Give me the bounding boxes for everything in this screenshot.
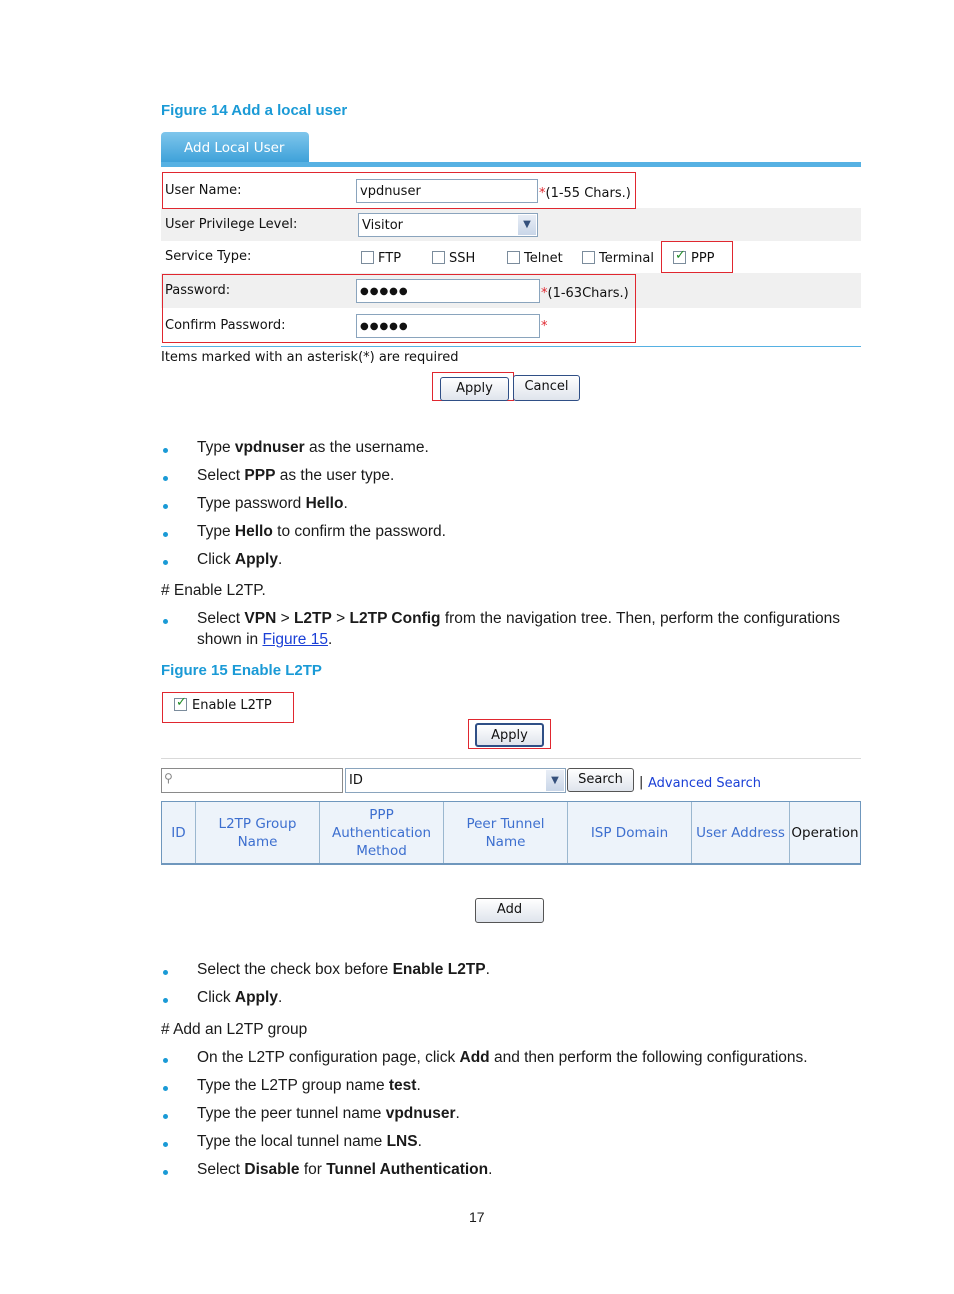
column-id[interactable]: ID <box>162 802 196 863</box>
column-ppp-auth[interactable]: PPP Authentication Method <box>320 802 444 863</box>
password-label: Password: <box>165 283 231 298</box>
search-button[interactable]: Search <box>567 768 634 792</box>
search-divider <box>161 758 861 759</box>
password-hint-text: (1-63Chars.) <box>547 286 629 301</box>
ftp-checkbox[interactable] <box>361 251 374 264</box>
password-hint: *(1-63Chars.) <box>541 286 629 301</box>
form-divider <box>161 346 861 347</box>
list-item: Type vpdnuser as the username. <box>197 439 429 456</box>
terminal-label: Terminal <box>599 251 654 266</box>
enable-l2tp-label: Enable L2TP <box>192 698 272 713</box>
highlight-passwords <box>162 274 636 343</box>
ssh-label: SSH <box>449 251 476 266</box>
bullet-dot <box>163 619 168 624</box>
list-item: Type Hello to confirm the password. <box>197 523 446 540</box>
tab-underline <box>161 162 861 167</box>
cancel-button[interactable]: Cancel <box>513 375 580 401</box>
bullet-dot <box>163 1142 168 1147</box>
list-item: Type the local tunnel name LNS. <box>197 1133 422 1150</box>
user-name-hint-text: (1-55 Chars.) <box>545 186 631 201</box>
figure-15-caption: Figure 15 Enable L2TP <box>161 662 322 679</box>
search-input[interactable] <box>161 768 343 793</box>
add-button[interactable]: Add <box>475 898 544 923</box>
privilege-value: Visitor <box>362 218 403 233</box>
service-type-label: Service Type: <box>165 249 252 264</box>
bullet-dot <box>163 476 168 481</box>
confirm-password-hint: * <box>541 319 548 334</box>
tab-add-local-user[interactable]: Add Local User <box>161 132 309 164</box>
list-item: Type the peer tunnel name vpdnuser. <box>197 1105 460 1122</box>
advanced-search-link[interactable]: Advanced Search <box>648 776 762 791</box>
terminal-checkbox[interactable] <box>582 251 595 264</box>
column-user-address[interactable]: User Address <box>692 802 790 863</box>
apply-l2tp-button[interactable]: Apply <box>475 723 544 747</box>
page-number: 17 <box>469 1209 485 1225</box>
list-item: On the L2TP configuration page, click Add and then perform the following configurations. <box>197 1049 808 1066</box>
confirm-password-input[interactable]: ●●●●● <box>356 314 540 338</box>
bullet-dot <box>163 1170 168 1175</box>
column-peer-tunnel[interactable]: Peer Tunnel Name <box>444 802 568 863</box>
list-item: Click Apply. <box>197 989 283 1006</box>
bullet-dot <box>163 560 168 565</box>
highlight-ppp <box>661 241 733 273</box>
bullet-dot <box>163 998 168 1003</box>
bullet-dot <box>163 970 168 975</box>
chevron-down-icon[interactable]: ▼ <box>518 215 536 235</box>
password-input[interactable]: ●●●●● <box>356 279 540 303</box>
ssh-checkbox[interactable] <box>432 251 445 264</box>
list-item: Select Disable for Tunnel Authentication. <box>197 1161 493 1178</box>
bullet-dot <box>163 448 168 453</box>
bullet-dot <box>163 1114 168 1119</box>
bullet-dot <box>163 532 168 537</box>
user-name-hint: *(1-55 Chars.) <box>539 186 631 201</box>
list-item: Select PPP as the user type. <box>197 467 395 484</box>
list-item: Select the check box before Enable L2TP. <box>197 961 490 978</box>
list-item: Click Apply. <box>197 551 283 568</box>
telnet-checkbox[interactable] <box>507 251 520 264</box>
list-item: Type the L2TP group name test. <box>197 1077 421 1094</box>
ppp-label: PPP <box>691 251 715 266</box>
user-name-label: User Name: <box>165 183 242 198</box>
apply-button[interactable]: Apply <box>440 377 509 401</box>
confirm-password-label: Confirm Password: <box>165 318 286 333</box>
enable-l2tp-checkbox[interactable] <box>174 698 187 711</box>
privilege-select[interactable] <box>358 213 538 237</box>
group-heading: # Add an L2TP group <box>161 1021 308 1038</box>
column-operation: Operation <box>791 824 859 841</box>
privilege-label: User Privilege Level: <box>165 217 298 232</box>
required-note: Items marked with an asterisk(*) are required <box>161 350 459 365</box>
search-icon: ⚲ <box>164 771 173 785</box>
figure-15-link[interactable]: Figure 15 <box>262 631 328 648</box>
bullet-dot <box>163 504 168 509</box>
telnet-label: Telnet <box>524 251 563 266</box>
figure-14-caption: Figure 14 Add a local user <box>161 102 348 119</box>
l2tp-table-header <box>161 801 861 865</box>
enable-heading: # Enable L2TP. <box>161 582 266 599</box>
user-name-input[interactable]: vpdnuser <box>356 179 538 203</box>
nav-instruction-line2: shown in Figure 15. <box>197 631 333 648</box>
column-isp-domain[interactable]: ISP Domain <box>568 802 692 863</box>
highlight-user-name <box>162 172 636 209</box>
nav-instruction: Select VPN > L2TP > L2TP Config from the navigation tree. Then, perform the configurations <box>197 610 841 627</box>
bullet-dot <box>163 1086 168 1091</box>
search-field-value: ID <box>349 773 363 788</box>
ftp-label: FTP <box>378 251 402 266</box>
bullet-dot <box>163 1058 168 1063</box>
search-separator: | <box>639 775 644 790</box>
list-item: Type password Hello. <box>197 495 348 512</box>
search-field-select[interactable] <box>345 768 566 793</box>
column-group-name[interactable]: L2TP Group Name <box>196 802 320 863</box>
chevron-down-icon[interactable]: ▼ <box>546 770 564 791</box>
